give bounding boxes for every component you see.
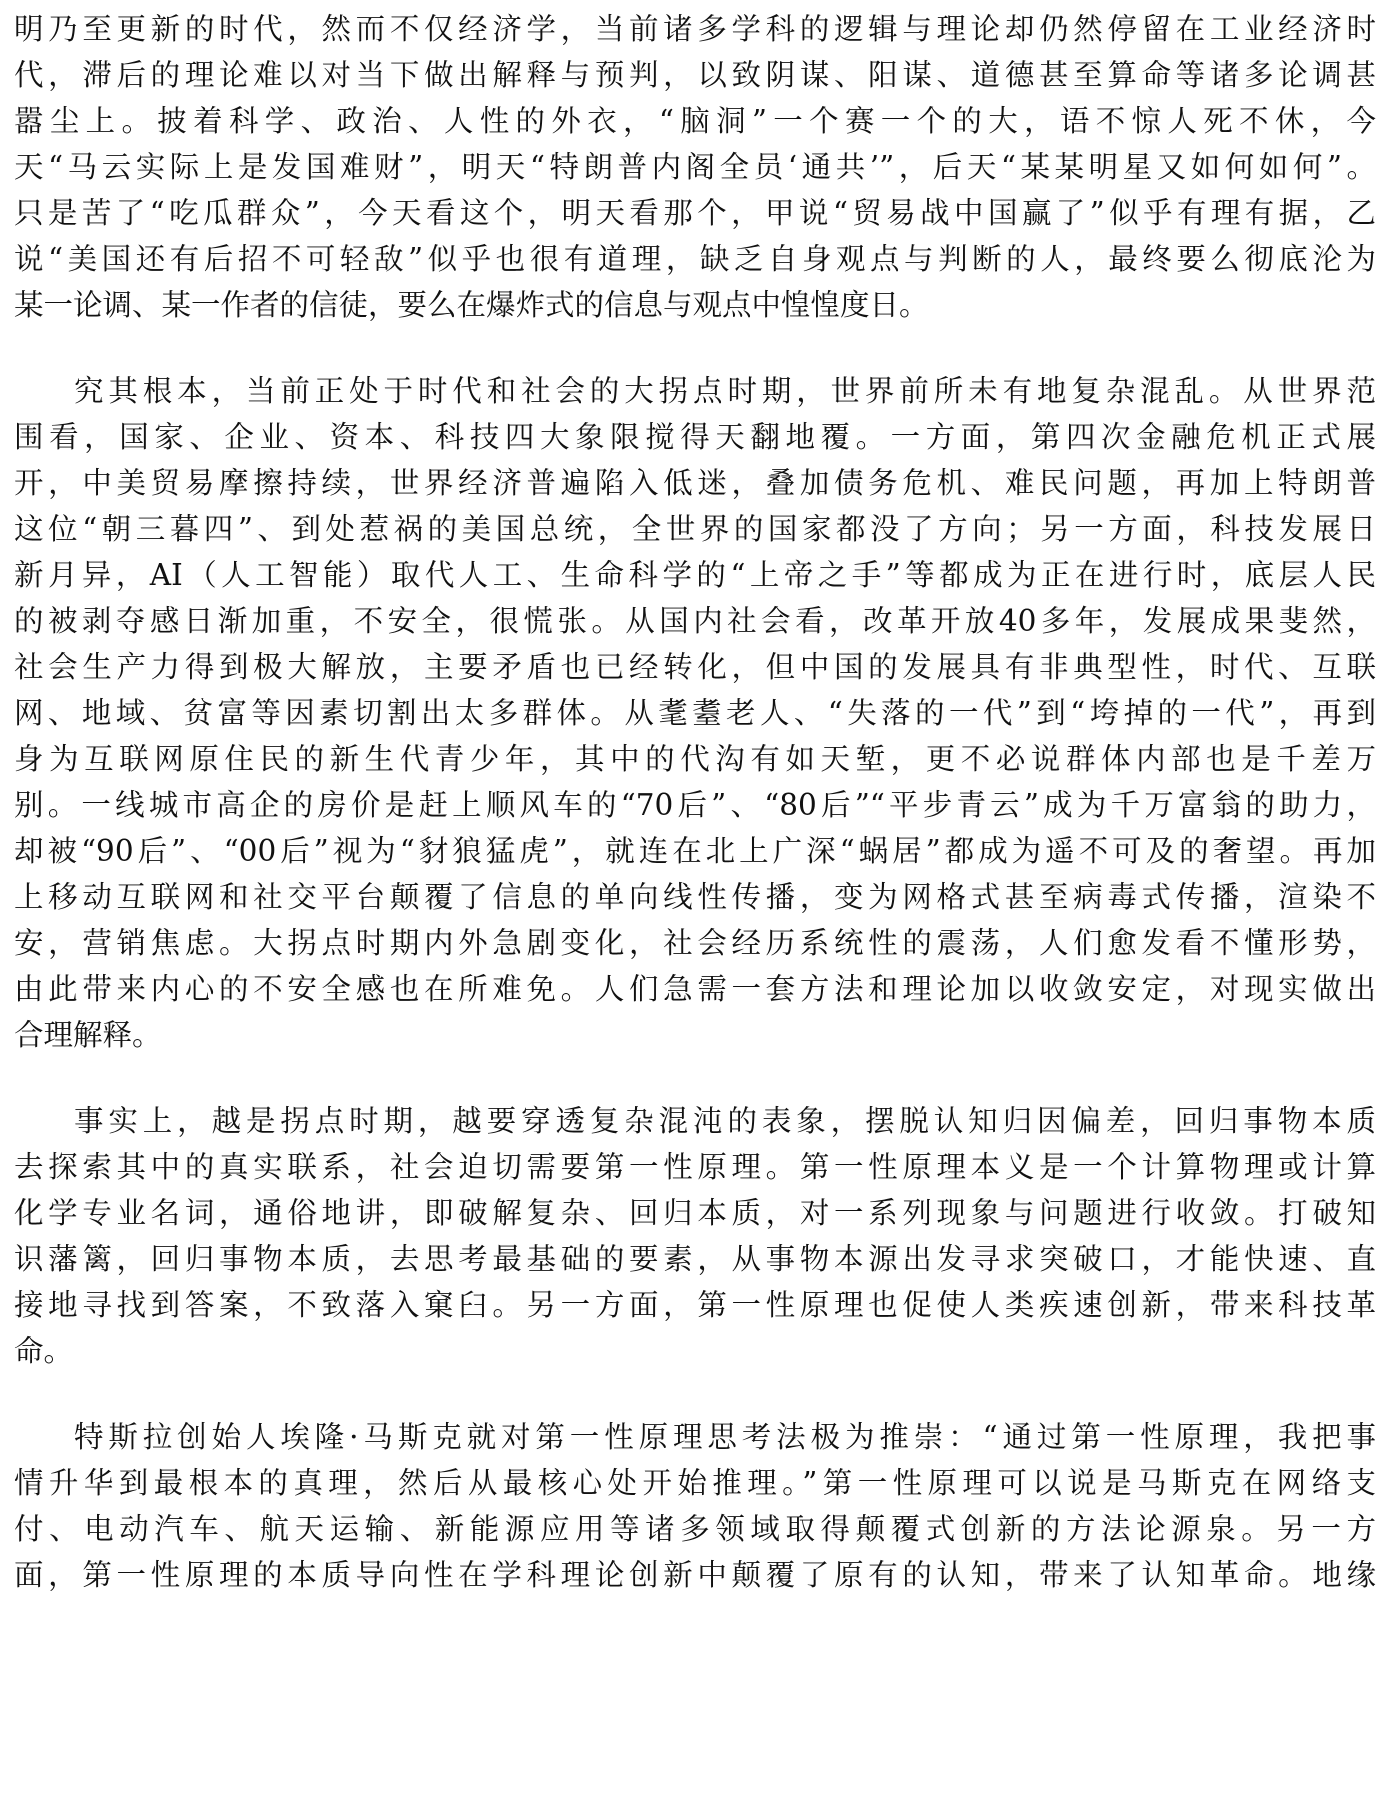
text-line: 由此带来内心的不安全感也在所难免。人们急需一套方法和理论加以收敛安定，对现实做出 [14, 972, 1376, 1006]
text-line: 身为互联网原住民的新生代青少年，其中的代沟有如天堑，更不必说群体内部也是千差万 [14, 742, 1376, 776]
paragraph-4 [14, 1414, 1376, 1598]
text-line: 面，第一性原理的本质导向性在学科理论创新中颠覆了原有的认知，带来了认知革命。地缘 [14, 1558, 1376, 1592]
text-line: 却被“90后”、“00后”视为“豺狼猛虎”，就连在北上广深“蜗居”都成为遥不可及的奢望。再加 [14, 834, 1376, 868]
text-line: 情升华到最根本的真理，然后从最核心处开始推理。”第一性原理可以说是马斯克在网络支 [14, 1466, 1376, 1500]
text-line: 识藩篱，回归事物本质，去思考最基础的要素，从事物本源出发寻求突破口，才能快速、直 [14, 1242, 1376, 1276]
text-line: 化学专业名词，通俗地讲，即破解复杂、回归本质，对一系列现象与问题进行收敛。打破知 [14, 1196, 1376, 1230]
text-line: 去探索其中的真实联系，社会迫切需要第一性原理。第一性原理本义是一个计算物理或计算 [14, 1150, 1376, 1184]
text-line: 事实上，越是拐点时期，越要穿透复杂混沌的表象，摆脱认知归因偏差，回归事物本质 [74, 1104, 1376, 1138]
text-line: 这位“朝三暮四”、到处惹祸的美国总统，全世界的国家都没了方向；另一方面，科技发展日 [14, 512, 1376, 546]
text-line: 合理解释。 [14, 1018, 162, 1052]
text-line: 代，滞后的理论难以对当下做出解释与预判，以致阴谋、阳谋、道德甚至算命等诸多论调甚 [14, 58, 1376, 92]
text-line: 明乃至更新的时代，然而不仅经济学，当前诸多学科的逻辑与理论却仍然停留在工业经济时 [14, 12, 1376, 46]
paragraph-gap [14, 1058, 1376, 1098]
text-line: 嚣尘上。披着科学、政治、人性的外衣，“脑洞”一个赛一个的大，语不惊人死不休，今 [14, 104, 1376, 138]
text-line: 开，中美贸易摩擦持续，世界经济普遍陷入低迷，叠加债务危机、难民问题，再加上特朗普 [14, 466, 1376, 500]
paragraph-1 [14, 6, 1376, 328]
text-line: 究其根本，当前正处于时代和社会的大拐点时期，世界前所未有地复杂混乱。从世界范 [74, 374, 1376, 408]
text-line: 新月异，AI（人工智能）取代人工、生命科学的“上帝之手”等都成为正在进行时，底层人民 [14, 558, 1376, 592]
paragraph-gap [14, 328, 1376, 368]
text-line: 说“美国还有后招不可轻敌”似乎也很有道理，缺乏自身观点与判断的人，最终要么彻底沦为 [14, 242, 1376, 276]
text-line: 别。一线城市高企的房价是赶上顺风车的“70后”、“80后”“平步青云”成为千万富翁的助力， [14, 788, 1376, 822]
paragraph-2 [14, 368, 1376, 1058]
paragraph-3 [14, 1098, 1376, 1374]
text-line: 只是苦了“吃瓜群众”，今天看这个，明天看那个，甲说“贸易战中国赢了”似乎有理有据，乙 [14, 196, 1376, 230]
document-page [14, 6, 1376, 1598]
paragraph-gap [14, 1374, 1376, 1414]
text-line: 命。 [14, 1334, 74, 1368]
text-line: 网、地域、贫富等因素切割出太多群体。从耄耋老人、“失落的一代”到“垮掉的一代”，再到 [14, 696, 1376, 730]
text-line: 付、电动汽车、航天运输、新能源应用等诸多领域取得颠覆式创新的方法论源泉。另一方 [14, 1512, 1376, 1546]
text-line: 接地寻找到答案，不致落入窠臼。另一方面，第一性原理也促使人类疾速创新，带来科技革 [14, 1288, 1376, 1322]
text-line: 某一论调、某一作者的信徒，要么在爆炸式的信息与观点中惶惶度日。 [14, 288, 929, 322]
text-line: 特斯拉创始人埃隆·马斯克就对第一性原理思考法极为推崇：“通过第一性原理，我把事 [74, 1420, 1376, 1454]
text-line: 上移动互联网和社交平台颠覆了信息的单向线性传播，变为网格式甚至病毒式传播，渲染不 [14, 880, 1376, 914]
text-line: 社会生产力得到极大解放，主要矛盾也已经转化，但中国的发展具有非典型性，时代、互联 [14, 650, 1376, 684]
text-line: 天“马云实际上是发国难财”，明天“特朗普内阁全员‘通共’”，后天“某某明星又如何如何”。 [14, 150, 1376, 184]
text-line: 围看，国家、企业、资本、科技四大象限搅得天翻地覆。一方面，第四次金融危机正式展 [14, 420, 1376, 454]
text-line: 的被剥夺感日渐加重，不安全，很慌张。从国内社会看，改革开放40多年，发展成果斐然， [14, 604, 1376, 638]
text-line: 安，营销焦虑。大拐点时期内外急剧变化，社会经历系统性的震荡，人们愈发看不懂形势， [14, 926, 1376, 960]
